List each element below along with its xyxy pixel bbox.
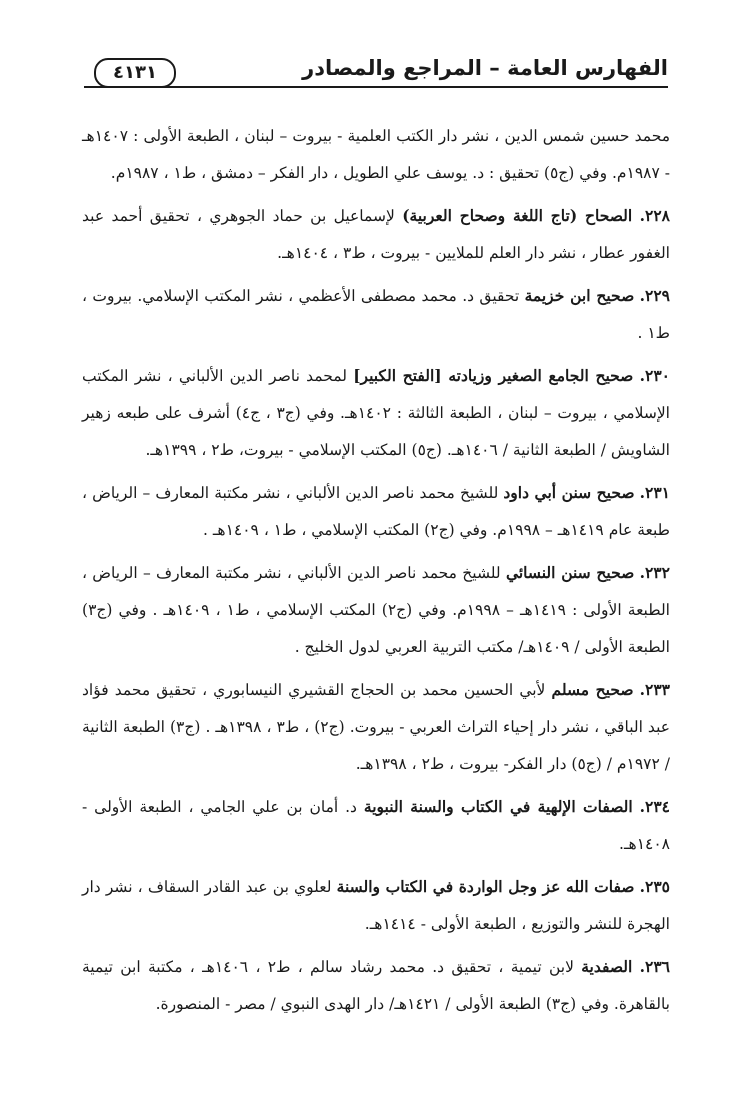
entry-title: صحيح ابن خزيمة (524, 286, 635, 305)
entry-number: ٢٣٤. (639, 797, 670, 816)
entry-title: صحيح الجامع الصغير وزيادته [الفتح الكبير] (353, 366, 634, 385)
entry-number: ٢٣٢. (639, 563, 670, 582)
page-number: ٤١٣١ (94, 58, 176, 88)
references-list (82, 118, 670, 1028)
entry-text: لأبي الحسين محمد بن الحجاج القشيري النيسابوري ، تحقيق محمد فؤاد عبد الباقي ، نشر دار إحياء التراث العربي - بيروت. (ج٢) ، ط٣ ، ١٣٩٨هـ . (ج٣) الطبعة الثانية / ١٩٧٢م / (ج٥) دار الفكر- بيروت ، ط٢ ، ١٣٩٨هـ. (82, 681, 670, 773)
entry-number: ٢٢٨. (639, 206, 670, 225)
entry-text: د. أمان بن علي الجامي ، الطبعة الأولى - ١٤٠٨هـ. (82, 798, 670, 853)
entry-text: لإسماعيل بن حماد الجوهري ، تحقيق أحمد عبد الغفور عطار ، نشر دار العلم للملايين - بيروت ، ط٣ ، ١٤٠٤هـ. (82, 207, 670, 262)
entry-text: للشيخ محمد ناصر الدين الألباني ، نشر مكتبة المعارف – الرياض ، الطبعة الأولى : ١٤١٩هـ – ١٩٩٨م. وفي (ج٢) المكتب الإسلامي ، ط١ ، ١٤٠٩هـ . وفي (ج٣) الطبعة الأولى / ١٤٠٩هـ/ مكتب التربية العربي لدول الخليج . (82, 564, 670, 656)
header-divider (84, 86, 668, 88)
entry-text: لابن تيمية ، تحقيق د. محمد رشاد سالم ، ط٢ ، ١٤٠٦هـ ، مكتبة ابن تيمية بالقاهرة. وفي (ج٣) الطبعة الأولى / ١٤٢١هـ/ دار الهدى النبوي / مصر - المنصورة. (82, 958, 670, 1013)
entry-text: للشيخ محمد ناصر الدين الألباني ، نشر مكتبة المعارف – الرياض ، طبعة عام ١٤١٩هـ – ١٩٩٨م. وفي (ج٢) المكتب الإسلامي ، ط١ ، ١٤٠٩هـ . (82, 484, 670, 539)
reference-entry-continuation (82, 118, 670, 192)
reference-entry-231 (82, 474, 670, 549)
entry-number: ٢٣٣. (639, 680, 670, 699)
entry-number: ٢٣١. (639, 483, 670, 502)
entry-title: صحيح مسلم (551, 680, 634, 699)
reference-entry-229 (82, 277, 670, 352)
entry-text: محمد حسين شمس الدين ، نشر دار الكتب العلمية - بيروت – لبنان ، الطبعة الأولى : ١٤٠٧هـ - ١٩٨٧م. وفي (ج٥) تحقيق : د. يوسف علي الطويل ، دار الفكر – دمشق ، ط١ ، ١٩٨٧م. (82, 127, 670, 182)
entry-title: صحيح سنن أبي داود (503, 483, 635, 502)
entry-number: ٢٣٥. (639, 877, 670, 896)
reference-entry-228 (82, 197, 670, 272)
entry-number: ٢٣٠. (639, 366, 670, 385)
reference-entry-230 (82, 357, 670, 469)
running-header-title: الفهارس العامة – المراجع والمصادر (302, 56, 668, 80)
entry-number: ٢٢٩. (639, 286, 670, 305)
entry-text: لمحمد ناصر الدين الألباني ، نشر المكتب الإسلامي ، بيروت – لبنان ، الطبعة الثالثة : ١٤٠٢هـ. وفي (ج٣ ، ج٤) أشرف على طبعه زهير الشاويش / الطبعة الثانية / ١٤٠٦هـ. (ج٥) المكتب الإسلامي - بيروت، ط٢ ، ١٣٩٩هـ. (82, 367, 670, 459)
entry-title: الصحاح (تاج اللغة وصحاح العربية) (402, 206, 633, 225)
entry-number: ٢٣٦. (639, 957, 671, 976)
entry-text: تحقيق د. محمد مصطفى الأعظمي ، نشر المكتب الإسلامي. بيروت ، ط١ . (82, 287, 670, 342)
reference-entry-232 (82, 554, 670, 666)
entry-text: لعلوي بن عبد القادر السقاف ، نشر دار الهجرة للنشر والتوزيع ، الطبعة الأولى - ١٤١٤هـ. (82, 878, 670, 933)
entry-title: الصفدية (581, 957, 633, 976)
entry-title: صفات الله عز وجل الواردة في الكتاب والسنة (336, 877, 635, 896)
reference-entry-233 (82, 671, 670, 783)
entry-title: صحيح سنن النسائي (505, 563, 635, 582)
reference-entry-235 (82, 868, 670, 943)
reference-entry-236 (82, 948, 670, 1023)
reference-entry-234 (82, 788, 670, 863)
entry-title: الصفات الإلهية في الكتاب والسنة النبوية (363, 797, 633, 816)
